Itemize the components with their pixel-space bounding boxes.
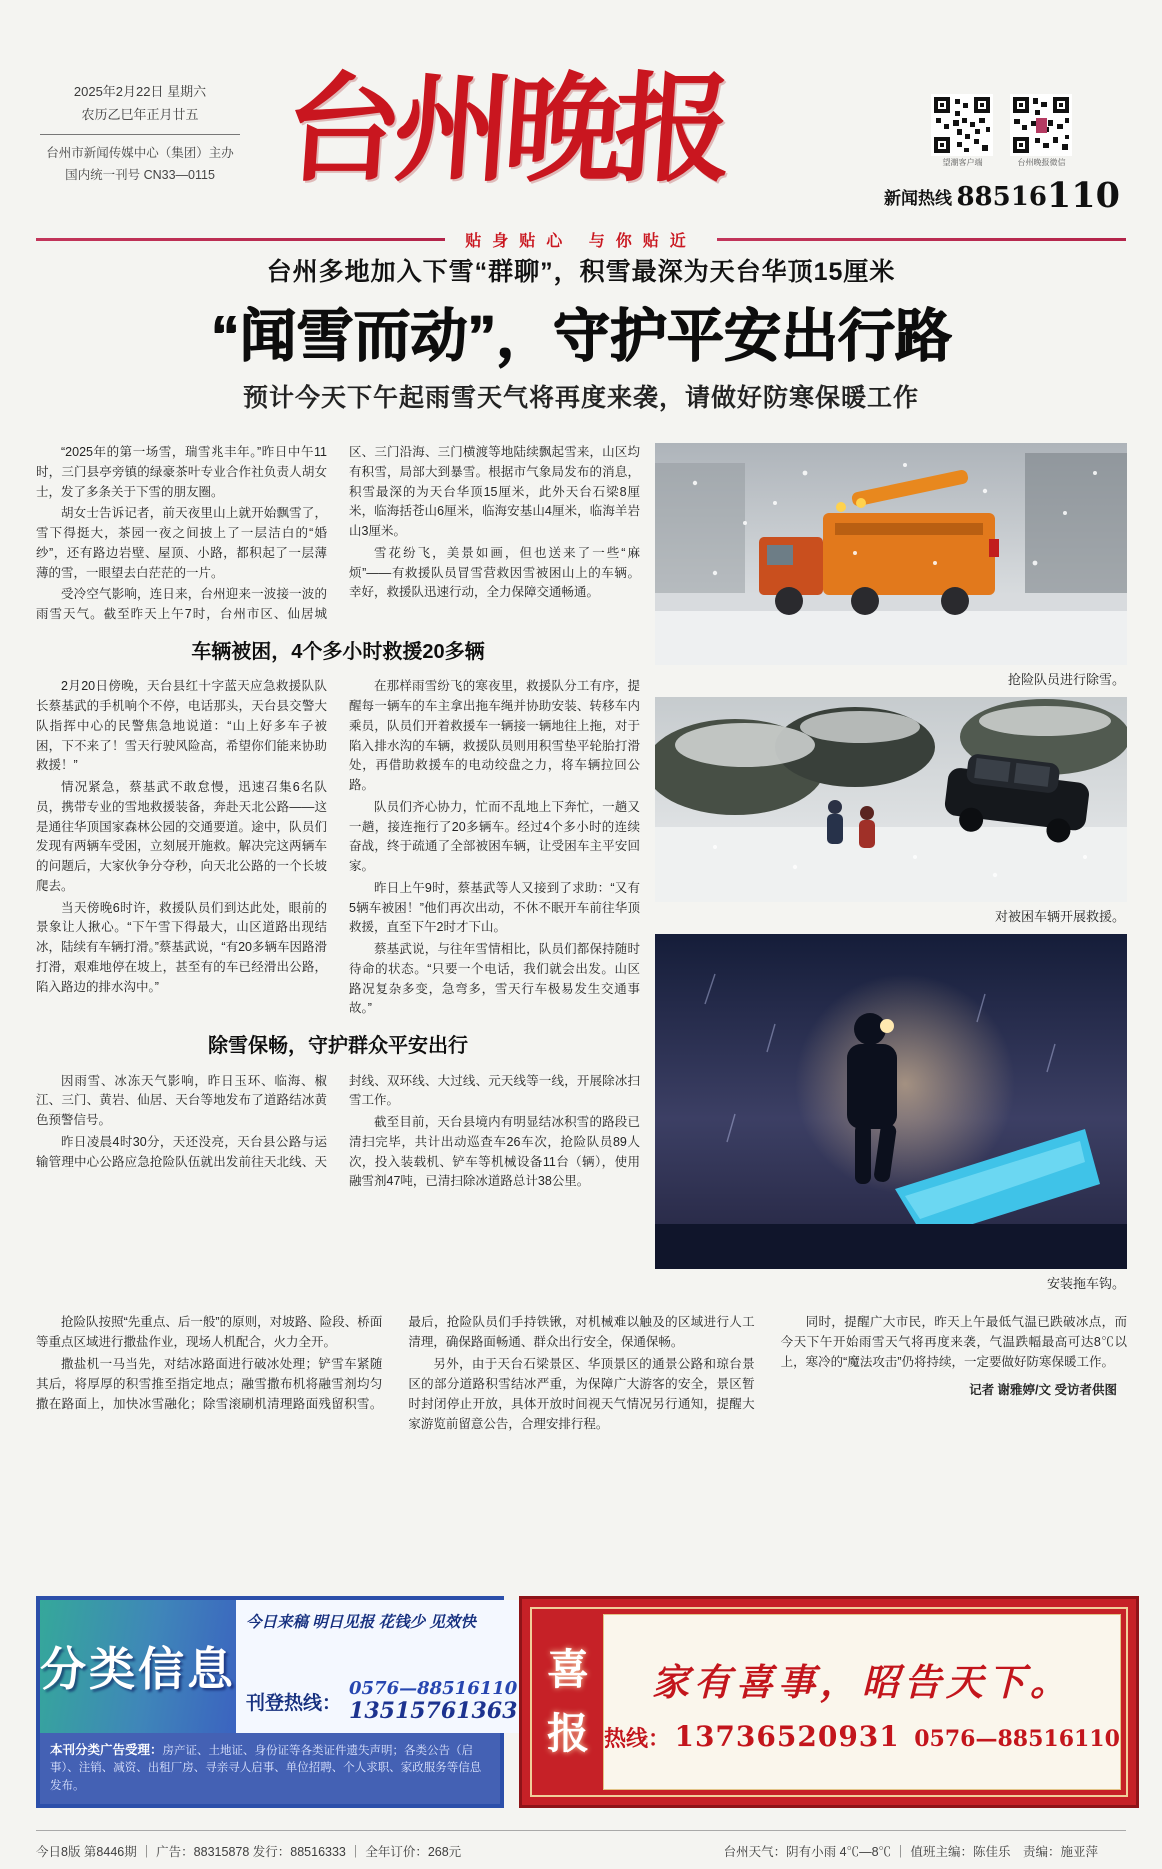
publication-info — [36, 80, 244, 187]
goodnews-phone-2: 0576—88516110 — [914, 1725, 1120, 1752]
header-right — [872, 94, 1132, 216]
article-body-continued — [36, 1312, 1127, 1580]
article-paragraph: “2025年的第一场雪，瑞雪兆丰年。”昨日中午11时，三门县亭旁镇的绿豪茶叶专业合作社负责人胡女士，发了多条关于下雪的朋友圈。 — [36, 445, 327, 499]
hotline-number-big: 110 — [1046, 175, 1120, 216]
kicker: 台州多地加入下雪“群聊”，积雪最深为天台华顶15厘米 — [266, 258, 896, 286]
photo-caption: 安装拖车钩。 — [1046, 1276, 1125, 1291]
tagline-rule-left — [36, 238, 445, 242]
photo-snowplow — [655, 443, 1127, 688]
tow-hook-photo-image — [655, 934, 1127, 1269]
section1-subhead: 车辆被困，4个多小时救援20多辆 — [191, 640, 485, 663]
goodnews-ad-title: 喜报 — [541, 1647, 590, 1775]
date-line: 2025年2月22日 星期六 — [73, 84, 207, 99]
classified-notice-text: 房产证、土地证、身份证等各类证件遗失声明；各类公告（启事）、注销、减资、出租厂房、寻亲寻人启事、单位招聘、个人求职、家政服务等信息发布。 — [50, 1744, 482, 1793]
goodnews-ad — [519, 1596, 1139, 1808]
article-paragraph: 在那样雨雪纷飞的寒夜里，救援队分工有序，提醒每一辆车的车主拿出拖车绳并协助安装、转移车内乘员，队员们开着救援车一辆接一辆地往上拖，对于陷入排水沟的车辆，救援队员则用积雪垫平轮胎打滑处，再借助救援车的电动绞盘之力，将车辆拉回公路。 — [349, 679, 640, 793]
article-paragraph: 当天傍晚6时许，救援队员们到达此处，眼前的景象让人揪心。“下午雪下得最大，山区道路出现结冰，陆续有车辆打滑。”蔡基武说，“有20多辆车因路滑打滑，艰难地停在坡上，甚至有的车已经滑出公路，陷入路边的排水沟中。” — [36, 900, 327, 994]
issn-line: 国内统一刊号 CN33—0115 — [65, 168, 215, 183]
classified-ad-title: 分类信息 — [40, 1600, 236, 1733]
page-footer — [36, 1830, 1126, 1860]
qr-code-wechat-icon — [1010, 94, 1072, 156]
goodnews-headline: 家有喜事，昭告天下。 — [651, 1659, 1072, 1704]
article-paragraph: 因雨雪、冰冻天气影响，昨日玉环、临海、椒江、三门、黄岩、仙居、天台等地发布了道路结冰黄色预警信号。 — [36, 1073, 327, 1128]
article-paragraph: 抢险队按照“先重点、后一般”的原则，对坡路、险段、桥面等重点区域进行撒盐作业，现场人机配合，火力全开。 — [36, 1315, 383, 1349]
masthead-title: 台州晚报 — [279, 58, 730, 198]
photo-car-rescue — [655, 697, 1127, 925]
classified-notice-lead: 本刊分类广告受理： — [50, 1742, 163, 1757]
article-paragraph: 撒盐机一马当先，对结冰路面进行破冰处理；铲雪车紧随其后，将厚厚的积雪推至指定地点；融雪撒布机将融雪剂均匀撒在路面上，加快冰雪融化；除雪滚刷机清理路面残留积雪。最后，抢险队员们手持铁锹，对机械难以触及的区域进行人工清理，确保路面畅通、群众出行安全，保通保畅。 — [36, 1315, 755, 1411]
article-paragraph: 同时，提醒广大市民，昨天上午最低气温已跌破冰点，而今天下午开始雨雪天气将再度来袭，气温跌幅最高可达8℃以上，寒冷的“魔法攻击”仍将持续，一定要做好防寒保暖工作。 — [780, 1315, 1127, 1369]
snowplow-photo-image — [655, 443, 1127, 665]
goodnews-hotline-label: 热线： — [604, 1725, 671, 1752]
article-paragraph: 情况紧急，蔡基武不敢怠慢，迅速召集6名队员，携带专业的雪地救援装备，奔赴天北公路——这是通往华顶国家森林公园的交通要道。途中，队员们发现有两辆车受困，立刻展开施救。解决完这两辆车的问题后，大家伙争分夺秒，向天北公路的一个长坡爬去。 — [36, 780, 327, 893]
goodnews-phone-1: 13736520931 — [674, 1719, 900, 1753]
classified-phone-2: 13515761363 — [349, 1698, 518, 1725]
header-divider — [40, 134, 240, 135]
news-hotline — [872, 175, 1132, 216]
qr-code-app-icon — [931, 94, 993, 156]
article-paragraph: 2月20日傍晚，天台县红十字蓝天应急救援队队长蔡基武的手机响个不停，电话那头，天台县交警大队指挥中心的民警焦急地说道：“山上好多车子被困，下不来了！雪天行驶风险高，希望你们能来协助救援！” — [36, 679, 327, 773]
car-rescue-photo-image — [655, 697, 1127, 902]
classified-hotline-label: 刊登热线： — [246, 1693, 342, 1715]
section2-subhead: 除雪保畅，守护群众平安出行 — [208, 1035, 468, 1058]
photo-tow-hook — [655, 934, 1127, 1292]
main-headline: “闻雪而动”，守护平安出行路 — [210, 304, 952, 368]
footer-right: 台州天气：阴有小雨 4℃—8℃ ｜ 值班主编：陈佳乐 责编：施亚萍 — [723, 1845, 1098, 1859]
article-paragraph: 昨日上午9时，蔡基武等人又接到了求助：“又有5辆车被困！”他们再次出动，不休不眠开车前往华顶救援，直至下午2时才下山。 — [349, 880, 640, 935]
advertising-strip — [36, 1596, 1127, 1808]
publisher-line: 台州市新闻传媒中心（集团）主办 — [46, 145, 234, 160]
article-paragraph: 胡女士告诉记者，前天夜里山上就开始飘雪了，雪下得挺大，茶园一夜之间披上了一层洁白的“婚纱”，还有路边岩壁、屋顶、小路，都积起了一层薄薄的雪，一眼望去白茫茫的一片。 — [36, 506, 327, 580]
article-paragraph: 昨日凌晨4时30分，天还没亮，天台县公路与运输管理中心公路应急抢险队伍就出发前往天北线、天封线、双环线、大过线、元天线等一线，开展除冰扫雪工作。 — [36, 1073, 640, 1169]
tagline-text: 贴身贴心 与你贴近 — [465, 233, 697, 250]
qr-caption-wechat: 台州晚报微信 — [1017, 158, 1066, 167]
subtitle: 预计今天下午起雨雪天气将再度来袭，请做好防寒保暖工作 — [242, 383, 919, 412]
lunar-date-line: 农历乙巳年正月廿五 — [81, 107, 199, 123]
tagline-rule-right — [717, 238, 1126, 242]
photo-caption: 对被困车辆开展救援。 — [994, 909, 1125, 924]
photo-caption: 抢险队员进行除雪。 — [1007, 672, 1125, 687]
classified-ad-notice — [40, 1733, 500, 1804]
photo-column — [655, 443, 1127, 1301]
footer-left: 今日8版 第8446期 ｜ 广告：88315878 发行：88516333 ｜ 全年订价：268元 — [36, 1845, 462, 1859]
article-paragraph: 蔡基武说，与往年雪情相比，队员们都保持随时待命的状态。“只要一个电话，我们就会出发。山区路况复杂多变，急弯多，雪天行车极易发生交通事故。” — [349, 942, 640, 1016]
classified-ad — [36, 1596, 518, 1808]
article-body — [36, 443, 640, 1285]
article-paragraph: 队员们齐心协力，忙而不乱地上下奔忙，一趟又一趟，接连拖行了20多辆车。经过4个多小时的连续奋战，终于疏通了全部被困车辆，让受困车主平安回家。 — [349, 799, 640, 874]
reporter-credit: 记者 谢雅婷/文 受访者供图 — [969, 1383, 1117, 1397]
hotline-number: 88516 — [956, 182, 1047, 212]
classified-ad-slogan: 今日来稿 明日见报 花钱少 见效快 — [246, 1614, 476, 1631]
hotline-label: 新闻热线 — [884, 189, 952, 208]
tagline-bar — [36, 228, 1126, 251]
article-paragraph: 另外，由于天台石梁景区、华顶景区的通景公路和琼台景区的部分道路积雪结冰严重，为保障广大游客的安全，景区暂时封闭停止开放，具体开放时间视天气情况另行通知，提醒大家游览前留意公告，合理安排行程。 — [408, 1357, 755, 1431]
article-paragraph: 截至目前，天台县境内有明显结冰积雪的路段已清扫完毕，共计出动巡查车26车次，抢险队员89人次，投入装载机、铲车等机械设备11台（辆），使用融雪剂47吨，已清扫除冰道路总计38公里。 — [349, 1115, 640, 1189]
article-paragraph: 雪花纷飞，美景如画，但也送来了一些“麻烦”——有救援队员冒雪营救因雪被困山上的车辆。幸好，救援队迅速行动，全力保障交通畅通。 — [349, 545, 640, 600]
qr-caption-app: 望潮客户端 — [942, 158, 983, 167]
article-paragraph: 受冷空气影响，连日来，台州迎来一波接一波的雨雪天气。截至昨天上午7时，台州市区、仙居城区、三门沿海、三门横渡等地陆续飘起雪来，山区均有积雪，局部大到暴雪。根据市气象局发布的消息，积雪最深的为天台华顶15厘米，此外天台石梁8厘米，临海括苍山6厘米，临海安基山4厘米，临海羊岩山3厘米。 — [36, 445, 640, 621]
classified-phone-1: 0576—88516110 — [349, 1677, 518, 1699]
